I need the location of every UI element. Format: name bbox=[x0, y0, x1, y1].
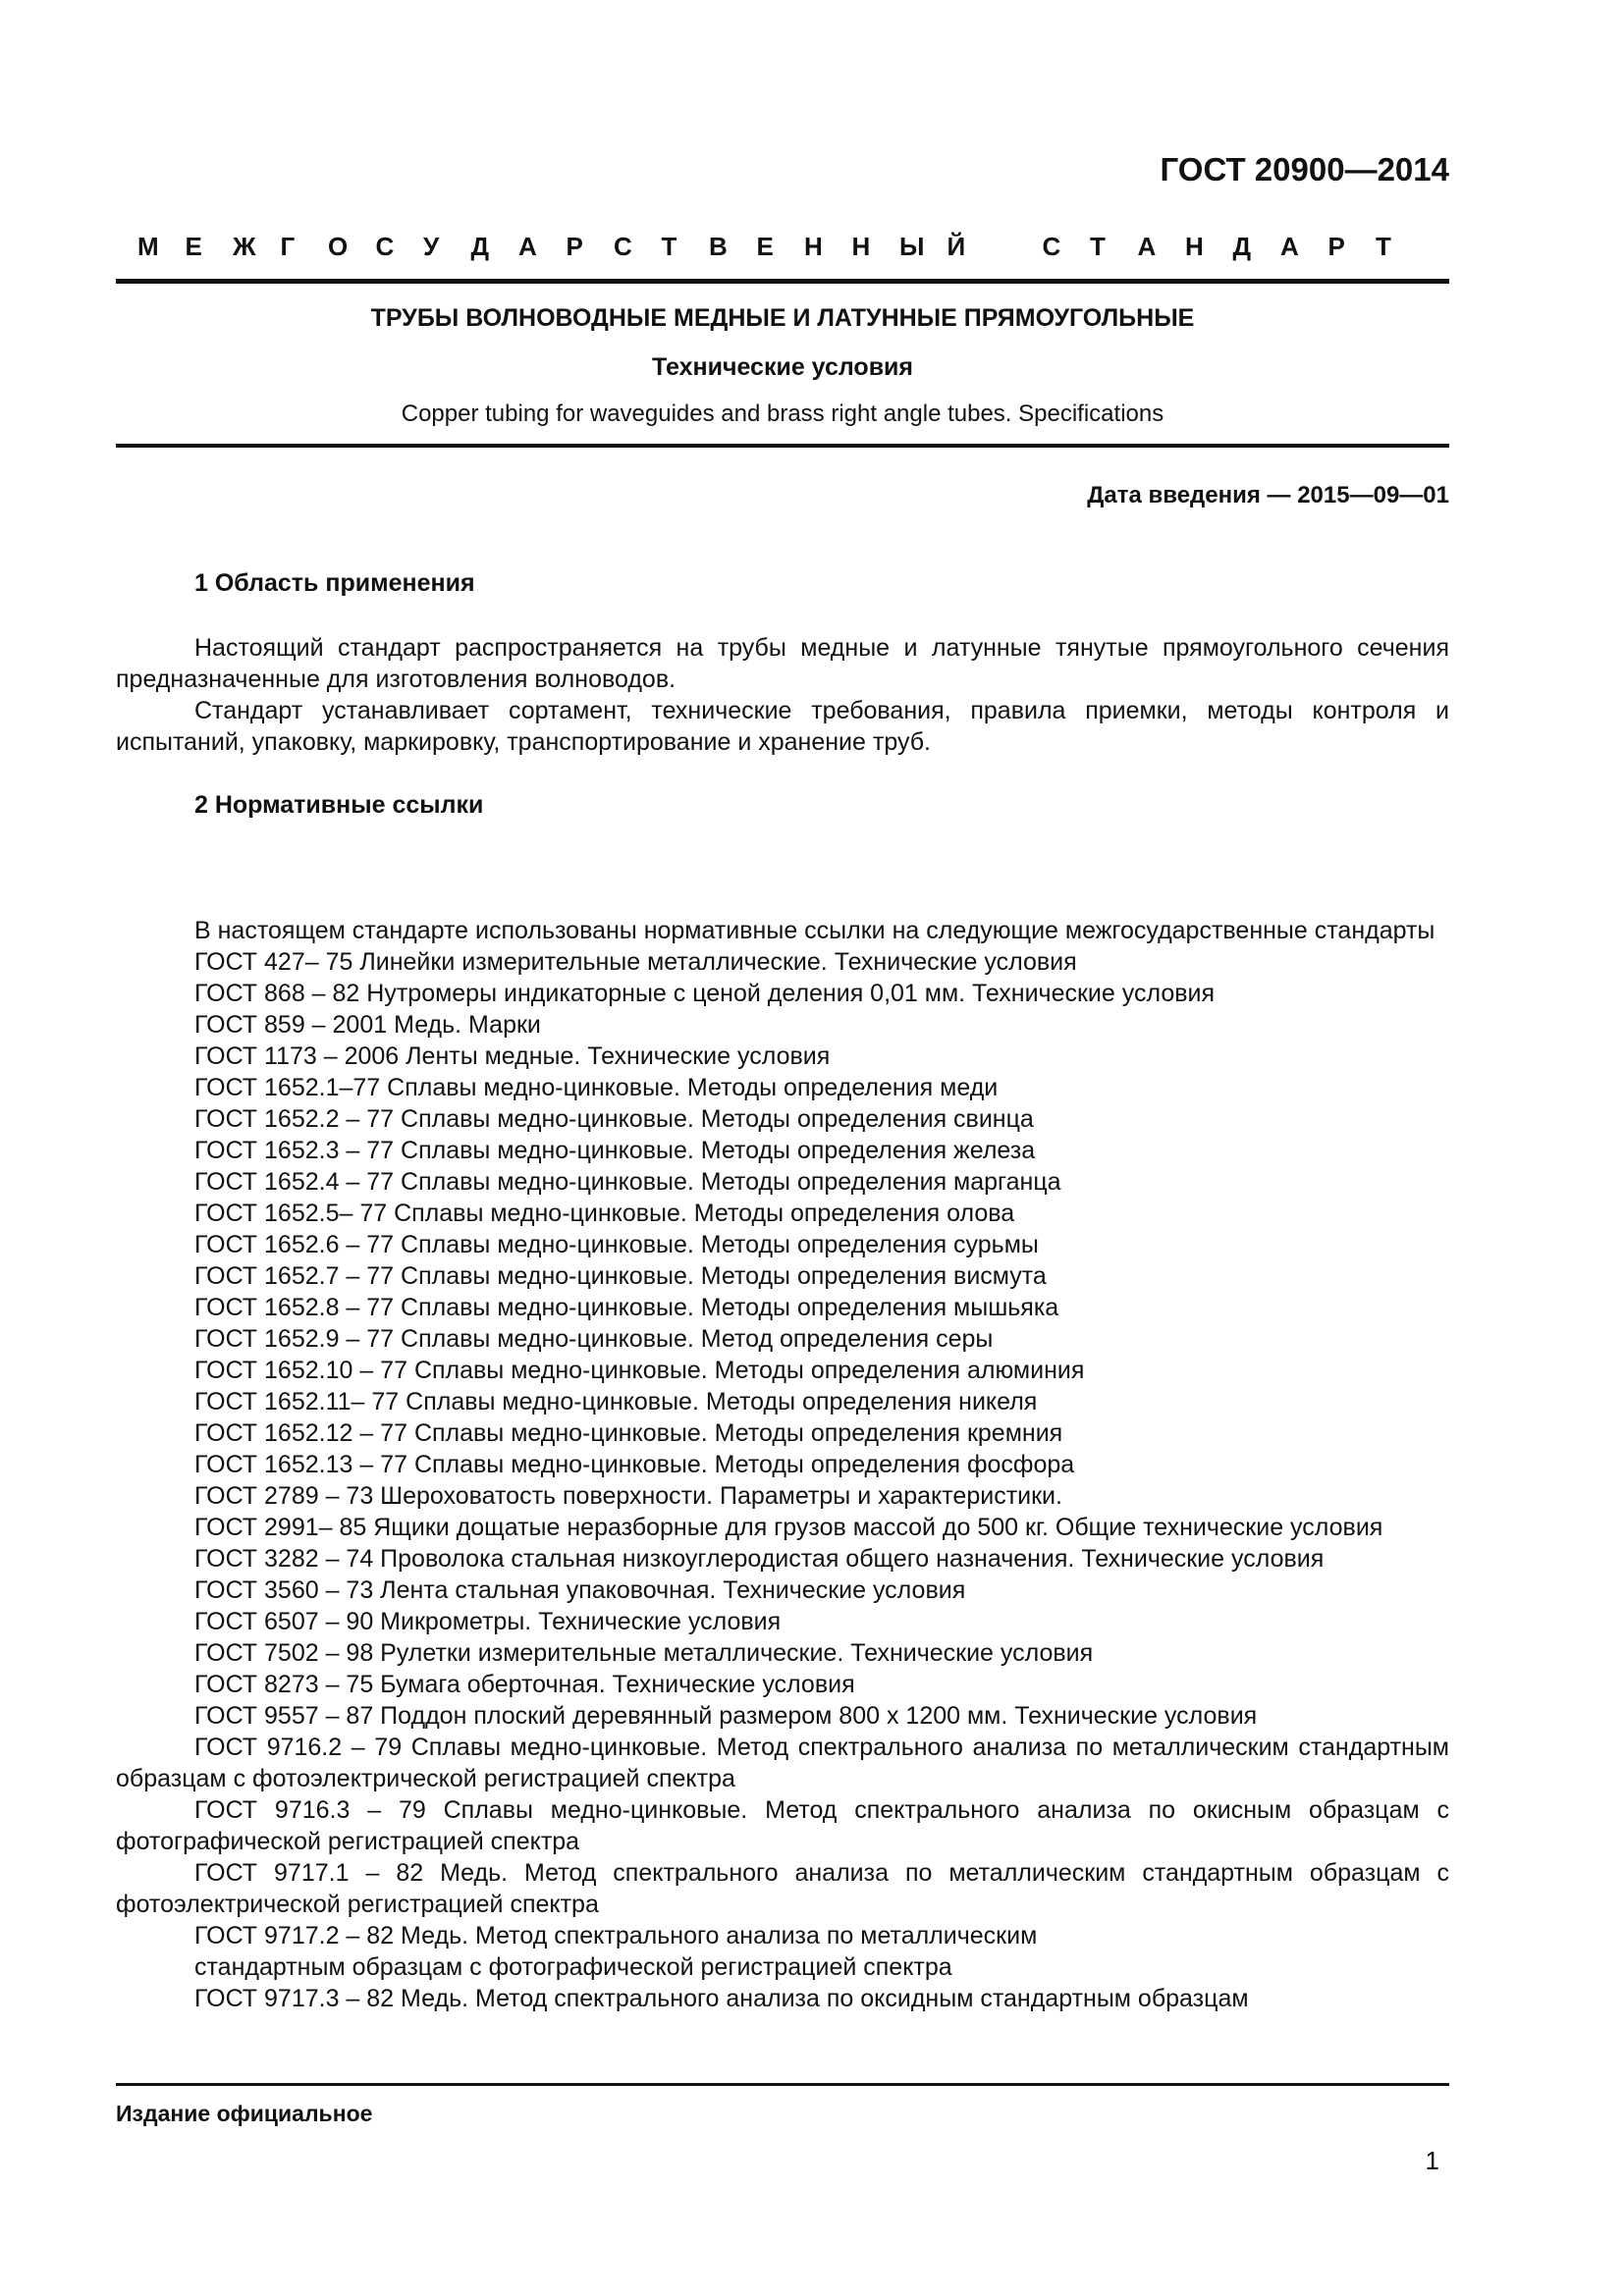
banner-letter: В bbox=[709, 232, 728, 261]
reference-item: ГОСТ 868 – 82 Нутромеры индикаторные с ценой деления 0,01 мм. Технические условия bbox=[194, 980, 1216, 1007]
section-heading-references: 2 Нормативные ссылки bbox=[194, 791, 484, 819]
reference-item: ГОСТ 1652.12 – 77 Сплавы медно-цинковые. Методы определения кремния bbox=[194, 1419, 1063, 1447]
banner-letter: С bbox=[1042, 232, 1061, 261]
page-number: 1 bbox=[1425, 2146, 1439, 2175]
reference-item: ГОСТ 9716.2 – 79 Сплавы медно-цинковые. Метод спектрального анализа по металлическим стандартным образцам с фотоэлектрической регистрацией спектра bbox=[116, 1734, 1449, 1792]
banner-letter: А bbox=[1280, 232, 1299, 261]
references-intro: В настоящем стандарте использованы нормативные ссылки на следующие межгосударственные стандарты bbox=[194, 917, 1435, 944]
reference-item: ГОСТ 9717.3 – 82 Медь. Метод спектрального анализа по оксидным стандартным образцам bbox=[194, 1985, 1249, 2012]
footer-divider bbox=[116, 2083, 1449, 2086]
banner-letter: У bbox=[423, 232, 440, 261]
document-code: ГОСТ 20900—2014 bbox=[1160, 151, 1449, 187]
banner-letter: Н bbox=[804, 232, 823, 261]
reference-item: ГОСТ 6507 – 90 Микрометры. Технические условия bbox=[194, 1608, 782, 1635]
banner-letter: Г bbox=[280, 232, 296, 261]
document-title-english: Copper tubing for waveguides and brass right angle tubes. Specifications bbox=[401, 400, 1164, 427]
banner-letter: Т bbox=[1090, 232, 1106, 261]
document-subtitle: Технические условия bbox=[651, 353, 914, 381]
reference-item: ГОСТ 9557 – 87 Поддон плоский деревянный размером 800 х 1200 мм. Технические условия bbox=[194, 1702, 1258, 1730]
reference-item: ГОСТ 1652.10 – 77 Сплавы медно-цинковые. Методы определения алюминия bbox=[194, 1357, 1085, 1384]
interstate-standard-banner bbox=[137, 232, 1424, 262]
banner-letter: А bbox=[518, 232, 537, 261]
reference-item-continuation: стандартным образцам с фотографической регистрацией спектра bbox=[194, 1953, 952, 1981]
banner-letter: А bbox=[1137, 232, 1157, 261]
banner-letter: Е bbox=[756, 232, 774, 261]
banner-letter: Н bbox=[1185, 232, 1204, 261]
introduction-date: Дата введения — 2015—09—01 bbox=[1087, 482, 1449, 508]
banner-letter: Ж bbox=[233, 232, 256, 261]
banner-letter: Т bbox=[661, 232, 677, 261]
reference-item: ГОСТ 9717.2 – 82 Медь. Метод спектрального анализа по металлическим bbox=[194, 1922, 1038, 1949]
header-divider bbox=[116, 279, 1449, 284]
reference-item: ГОСТ 1652.6 – 77 Сплавы медно-цинковые. Методы определения сурьмы bbox=[194, 1231, 1039, 1258]
official-edition-label: Издание официальное bbox=[116, 2101, 373, 2126]
references-list bbox=[116, 915, 1449, 2014]
reference-item: ГОСТ 3560 – 73 Лента стальная упаковочная. Технические условия bbox=[194, 1576, 966, 1604]
reference-item: ГОСТ 1652.7 – 77 Сплавы медно-цинковые. Методы определения висмута bbox=[194, 1262, 1047, 1290]
reference-item: ГОСТ 1652.5– 77 Сплавы медно-цинковые. Методы определения олова bbox=[194, 1200, 1015, 1227]
section-heading-scope: 1 Область применения bbox=[194, 569, 475, 597]
banner-letter: Й bbox=[947, 232, 966, 261]
banner-letter: Р bbox=[566, 232, 583, 261]
reference-item: ГОСТ 1652.9 – 77 Сплавы медно-цинковые. Метод определения серы bbox=[194, 1325, 994, 1353]
banner-letter: Т bbox=[1376, 232, 1391, 261]
reference-item: ГОСТ 1652.4 – 77 Сплавы медно-цинковые. Методы определения марганца bbox=[194, 1168, 1061, 1196]
banner-letter: Н bbox=[851, 232, 871, 261]
banner-letter: Р bbox=[1327, 232, 1345, 261]
reference-item: ГОСТ 1652.8 – 77 Сплавы медно-цинковые. Методы определения мышьяка bbox=[194, 1294, 1059, 1321]
reference-item: ГОСТ 8273 – 75 Бумага оберточная. Технические условия bbox=[194, 1671, 855, 1698]
banner-letter: О bbox=[328, 232, 349, 261]
document-title: ТРУБЫ ВОЛНОВОДНЫЕ МЕДНЫЕ И ЛАТУННЫЕ ПРЯМОУГОЛЬНЫЕ bbox=[370, 304, 1195, 332]
banner-letter: М bbox=[137, 232, 159, 261]
reference-item: ГОСТ 859 – 2001 Медь. Марки bbox=[194, 1011, 541, 1039]
banner-letter: Е bbox=[185, 232, 202, 261]
reference-item: ГОСТ 1652.13 – 77 Сплавы медно-цинковые. Методы определения фосфора bbox=[194, 1451, 1075, 1478]
banner-letter: Ы bbox=[899, 232, 925, 261]
reference-item: ГОСТ 1652.1–77 Сплавы медно-цинковые. Методы определения меди bbox=[194, 1074, 999, 1101]
banner-letter: С bbox=[614, 232, 632, 261]
reference-item: ГОСТ 2789 – 73 Шероховатость поверхности. Параметры и характеристики. bbox=[194, 1482, 1062, 1510]
reference-item: ГОСТ 427– 75 Линейки измерительные металлические. Технические условия bbox=[194, 948, 1077, 976]
reference-item: ГОСТ 1652.11– 77 Сплавы медно-цинковые. Методы определения никеля bbox=[194, 1388, 1038, 1415]
paragraph: Настоящий стандарт распространяется на трубы медные и латунные тянутые прямоугольного сечения предназначенные для изготовления волноводов. bbox=[116, 634, 1449, 693]
section-scope-text bbox=[116, 632, 1449, 758]
banner-letter: Д bbox=[470, 232, 490, 261]
reference-item: ГОСТ 9717.1 – 82 Медь. Метод спектрального анализа по металлическим стандартным образцам с фотоэлектрической регистрацией спектра bbox=[116, 1859, 1449, 1918]
banner-letter: Д bbox=[1232, 232, 1252, 261]
reference-item: ГОСТ 1173 – 2006 Ленты медные. Технические условия bbox=[194, 1042, 831, 1070]
reference-item: ГОСТ 7502 – 98 Рулетки измерительные металлические. Технические условия bbox=[194, 1639, 1094, 1667]
reference-item: ГОСТ 3282 – 74 Проволока стальная низкоуглеродистая общего назначения. Технические условия bbox=[194, 1545, 1325, 1573]
reference-item: ГОСТ 9716.3 – 79 Сплавы медно-цинковые. Метод спектрального анализа по окисным образцам с фотографической регистрацией спектра bbox=[116, 1796, 1449, 1855]
reference-item: ГОСТ 1652.2 – 77 Сплавы медно-цинковые. Методы определения свинца bbox=[194, 1105, 1034, 1133]
paragraph: Стандарт устанавливает сортамент, технические требования, правила приемки, методы контроля и испытаний, упаковку, маркировку, транспортирование и хранение труб. bbox=[116, 697, 1449, 756]
reference-item: ГОСТ 1652.3 – 77 Сплавы медно-цинковые. Методы определения железа bbox=[194, 1137, 1036, 1164]
banner-letter: С bbox=[375, 232, 395, 261]
reference-item: ГОСТ 2991– 85 Ящики дощатые неразборные для грузов массой до 500 кг. Общие технические условия bbox=[194, 1514, 1383, 1541]
title-divider bbox=[116, 444, 1449, 448]
